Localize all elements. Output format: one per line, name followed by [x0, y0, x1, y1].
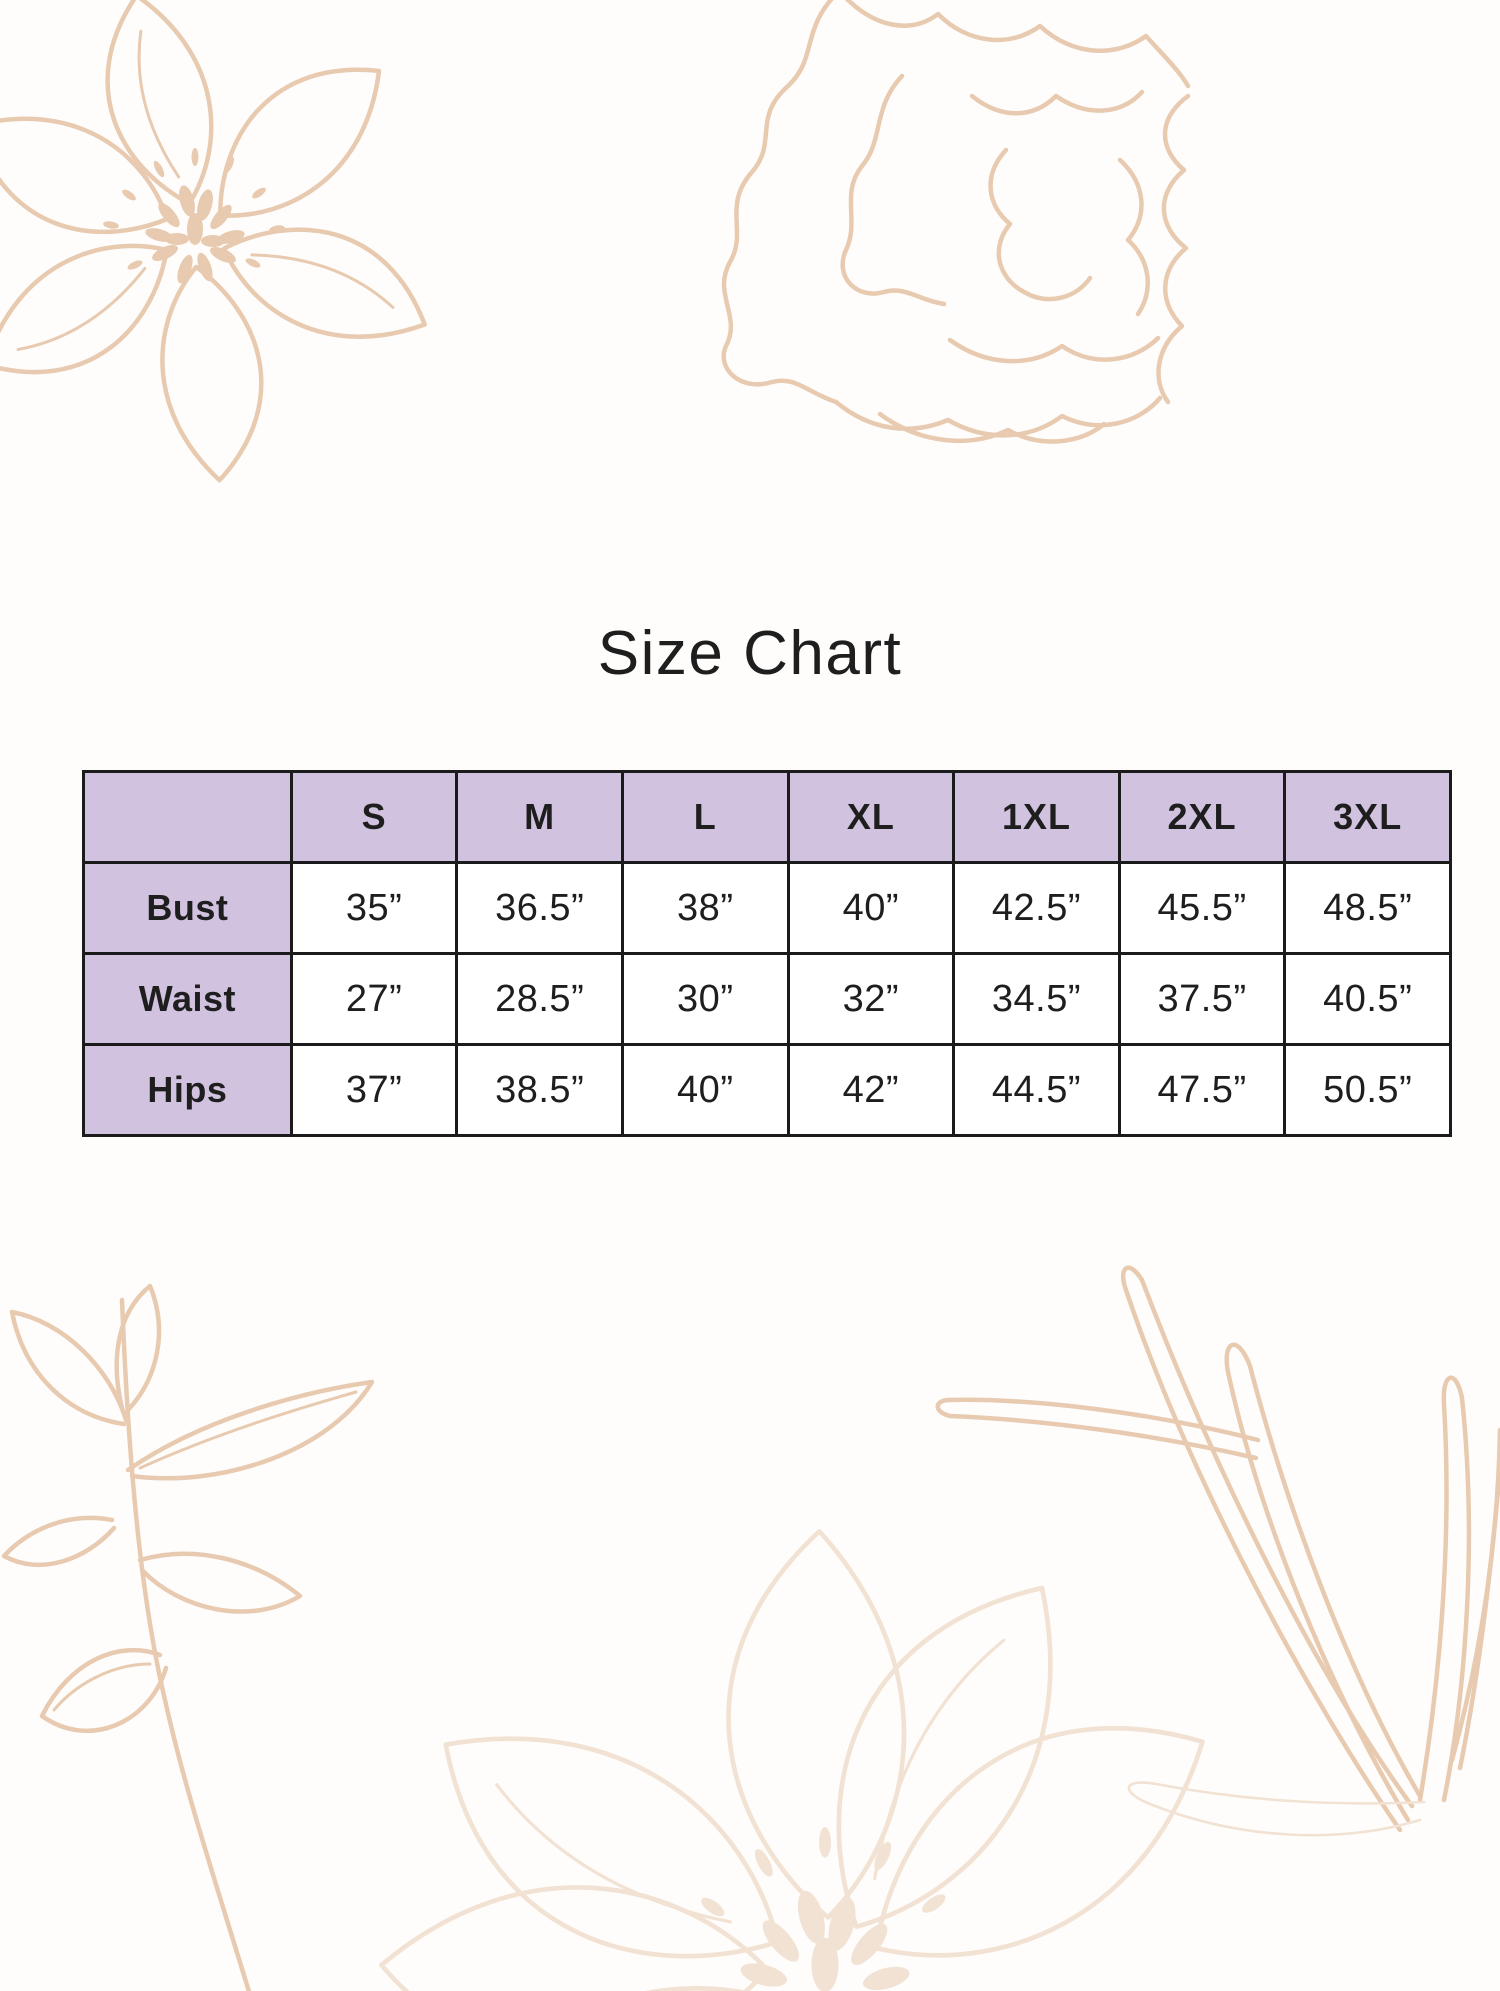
value-cell: 36.5” — [457, 863, 623, 954]
row-label-hips: Hips — [84, 1045, 292, 1136]
table-row-waist — [84, 954, 1451, 1045]
row-label-waist: Waist — [84, 954, 292, 1045]
row-label-bust: Bust — [84, 863, 292, 954]
table-body — [84, 863, 1451, 1136]
value-cell: 42.5” — [954, 863, 1120, 954]
value-cell: 38” — [622, 863, 788, 954]
value-cell: 27” — [291, 954, 457, 1045]
table-row-bust — [84, 863, 1451, 954]
column-header-1xl: 1XL — [954, 772, 1120, 863]
value-cell: 40.5” — [1285, 954, 1451, 1045]
column-header-s: S — [291, 772, 457, 863]
value-cell: 45.5” — [1119, 863, 1285, 954]
value-cell: 40” — [788, 863, 954, 954]
value-cell: 37.5” — [1119, 954, 1285, 1045]
value-cell: 35” — [291, 863, 457, 954]
value-cell: 48.5” — [1285, 863, 1451, 954]
value-cell: 32” — [788, 954, 954, 1045]
value-cell: 28.5” — [457, 954, 623, 1045]
value-cell: 40” — [622, 1045, 788, 1136]
column-header-l: L — [622, 772, 788, 863]
value-cell: 34.5” — [954, 954, 1120, 1045]
table-row-hips — [84, 1045, 1451, 1136]
header-row — [84, 772, 1451, 863]
corner-cell — [84, 772, 292, 863]
value-cell: 44.5” — [954, 1045, 1120, 1136]
size-chart-table — [82, 770, 1452, 1137]
column-header-m: M — [457, 772, 623, 863]
value-cell: 50.5” — [1285, 1045, 1451, 1136]
column-header-xl: XL — [788, 772, 954, 863]
value-cell: 30” — [622, 954, 788, 1045]
column-header-3xl: 3XL — [1285, 772, 1451, 863]
page-title: Size Chart — [597, 619, 903, 688]
value-cell: 38.5” — [457, 1045, 623, 1136]
value-cell: 42” — [788, 1045, 954, 1136]
column-header-2xl: 2XL — [1119, 772, 1285, 863]
value-cell: 37” — [291, 1045, 457, 1136]
value-cell: 47.5” — [1119, 1045, 1285, 1136]
